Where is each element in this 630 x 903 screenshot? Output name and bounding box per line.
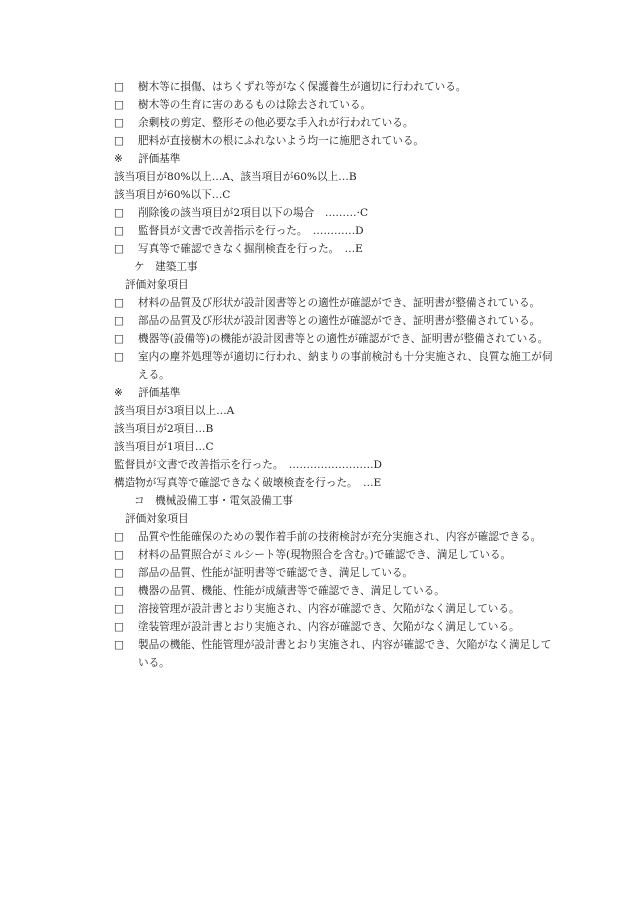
criteria-rule: 該当項目が2項目…B (114, 423, 214, 435)
checklist-item (114, 96, 554, 114)
criteria-rule: 該当項目が80%以上…A、該当項目が60%以上…B (114, 171, 357, 183)
criteria-rule: 該当項目が60%以下…C (114, 189, 231, 201)
section-heading: コ 機械設備工事・電気設備工事 (134, 495, 293, 507)
criteria-label: 評価基準 (138, 153, 181, 165)
checkbox-icon: □ (114, 585, 125, 597)
checklist-item-text: 肥料が直接樹木の根にふれないよう均一に施肥されている。 (138, 135, 425, 147)
checklist-item-text: 材料の品質及び形状が設計図書等との適性が確認ができ、証明書が整備されている。 (138, 297, 541, 309)
checklist-item-text: 樹木等の生育に害のあるものは除去されている。 (138, 99, 372, 111)
checkbox-icon: □ (114, 549, 125, 561)
criteria-rule: 該当項目が1項目…C (114, 441, 214, 453)
criteria-heading (114, 384, 554, 402)
section-heading: ケ 建築工事 (134, 261, 198, 273)
checklist-item (114, 636, 554, 672)
checkbox-icon: □ (114, 81, 125, 93)
checkbox-icon: □ (114, 621, 125, 633)
checklist-item-text: 品質や性能確保のための製作着手前の技術検討が充分実施され、内容が確認できる。 (138, 531, 542, 543)
checkbox-icon: □ (114, 99, 125, 111)
checklist-item (114, 132, 554, 150)
checklist-item (114, 546, 554, 564)
checklist-item (114, 222, 554, 240)
checklist-item-text: 機器の品質、機能、性能が成績書等で確認でき、満足している。 (138, 585, 445, 597)
checkbox-icon: □ (114, 567, 125, 579)
checklist-item (114, 528, 554, 546)
document-page (114, 78, 554, 672)
criteria-rule: 構造物が写真等で確認できなく破壊検査を行った。 …E (114, 477, 382, 489)
checkbox-icon: □ (114, 243, 125, 255)
checkbox-icon: □ (114, 315, 125, 327)
reference-mark-icon: ※ (114, 387, 123, 399)
checklist-item-text: 余剰枝の剪定、整形その他必要な手入れが行われている。 (138, 117, 414, 129)
checklist-item (114, 78, 554, 96)
section-subheading: 評価対象項目 (125, 513, 189, 525)
checklist-item (114, 348, 554, 384)
checklist-item-text: 樹木等に損傷、はちくずれ等がなく保護養生が適切に行われている。 (138, 81, 467, 93)
checklist-item (114, 600, 554, 618)
criteria-label: 評価基準 (138, 387, 181, 399)
checklist-item-text: 削除後の該当項目が2項目以下の場合 ………·C (138, 207, 369, 219)
checklist-item-text: 機器等(設備等)の機能が設計図書等との適性が確認ができ、証明書が整備されている。 (138, 333, 549, 345)
checklist-item (114, 114, 554, 132)
checkbox-icon: □ (114, 603, 125, 615)
checklist-item (114, 204, 554, 222)
checklist-item (114, 312, 554, 330)
checklist-item-text: 塗装管理が設計書とおり実施され、内容が確認でき、欠陥がなく満足している。 (138, 621, 520, 633)
checkbox-icon: □ (114, 351, 125, 363)
reference-mark-icon: ※ (114, 153, 123, 165)
criteria-rule: 該当項目が3項目以上…A (114, 405, 235, 417)
checklist-item (114, 564, 554, 582)
section-subheading: 評価対象項目 (125, 279, 189, 291)
checklist-item (114, 330, 554, 348)
checklist-item-text: 材料の品質照合がミルシート等(現物照合を含む。)で確認でき、満足している。 (138, 549, 512, 561)
checkbox-icon: □ (114, 531, 125, 543)
checkbox-icon: □ (114, 639, 125, 651)
checklist-item (114, 294, 554, 312)
checkbox-icon: □ (114, 297, 125, 309)
checkbox-icon: □ (114, 135, 125, 147)
checklist-item-text: 部品の品質及び形状が設計図書等との適性が確認ができ、証明書が整備されている。 (138, 315, 541, 327)
checklist-item (114, 618, 554, 636)
checkbox-icon: □ (114, 225, 125, 237)
checklist-item-text: 監督員が文書で改善指示を行った。 …………D (138, 225, 364, 237)
checklist-item-text: 製品の機能、性能管理が設計書とおり実施され、内容が確認でき、欠陥がなく満足している。 (138, 639, 552, 669)
checkbox-icon: □ (114, 117, 125, 129)
checklist-item-text: 部品の品質、性能が証明書等で確認でき、満足している。 (138, 567, 414, 579)
checklist-item-text: 室内の塵芥処理等が適切に行われ、納まりの事前検討も十分実施され、良質な施工が伺える。 (138, 351, 553, 381)
criteria-heading (114, 150, 554, 168)
checklist-item-text: 溶接管理が設計書とおり実施され、内容が確認でき、欠陥がなく満足している。 (138, 603, 520, 615)
checkbox-icon: □ (114, 207, 125, 219)
criteria-rule: 監督員が文書で改善指示を行った。 ……………………D (114, 459, 383, 471)
checkbox-icon: □ (114, 333, 125, 345)
checklist-item (114, 240, 554, 258)
checklist-item (114, 582, 554, 600)
checklist-item-text: 写真等で確認できなく掘削検査を行った。 …E (138, 243, 363, 255)
